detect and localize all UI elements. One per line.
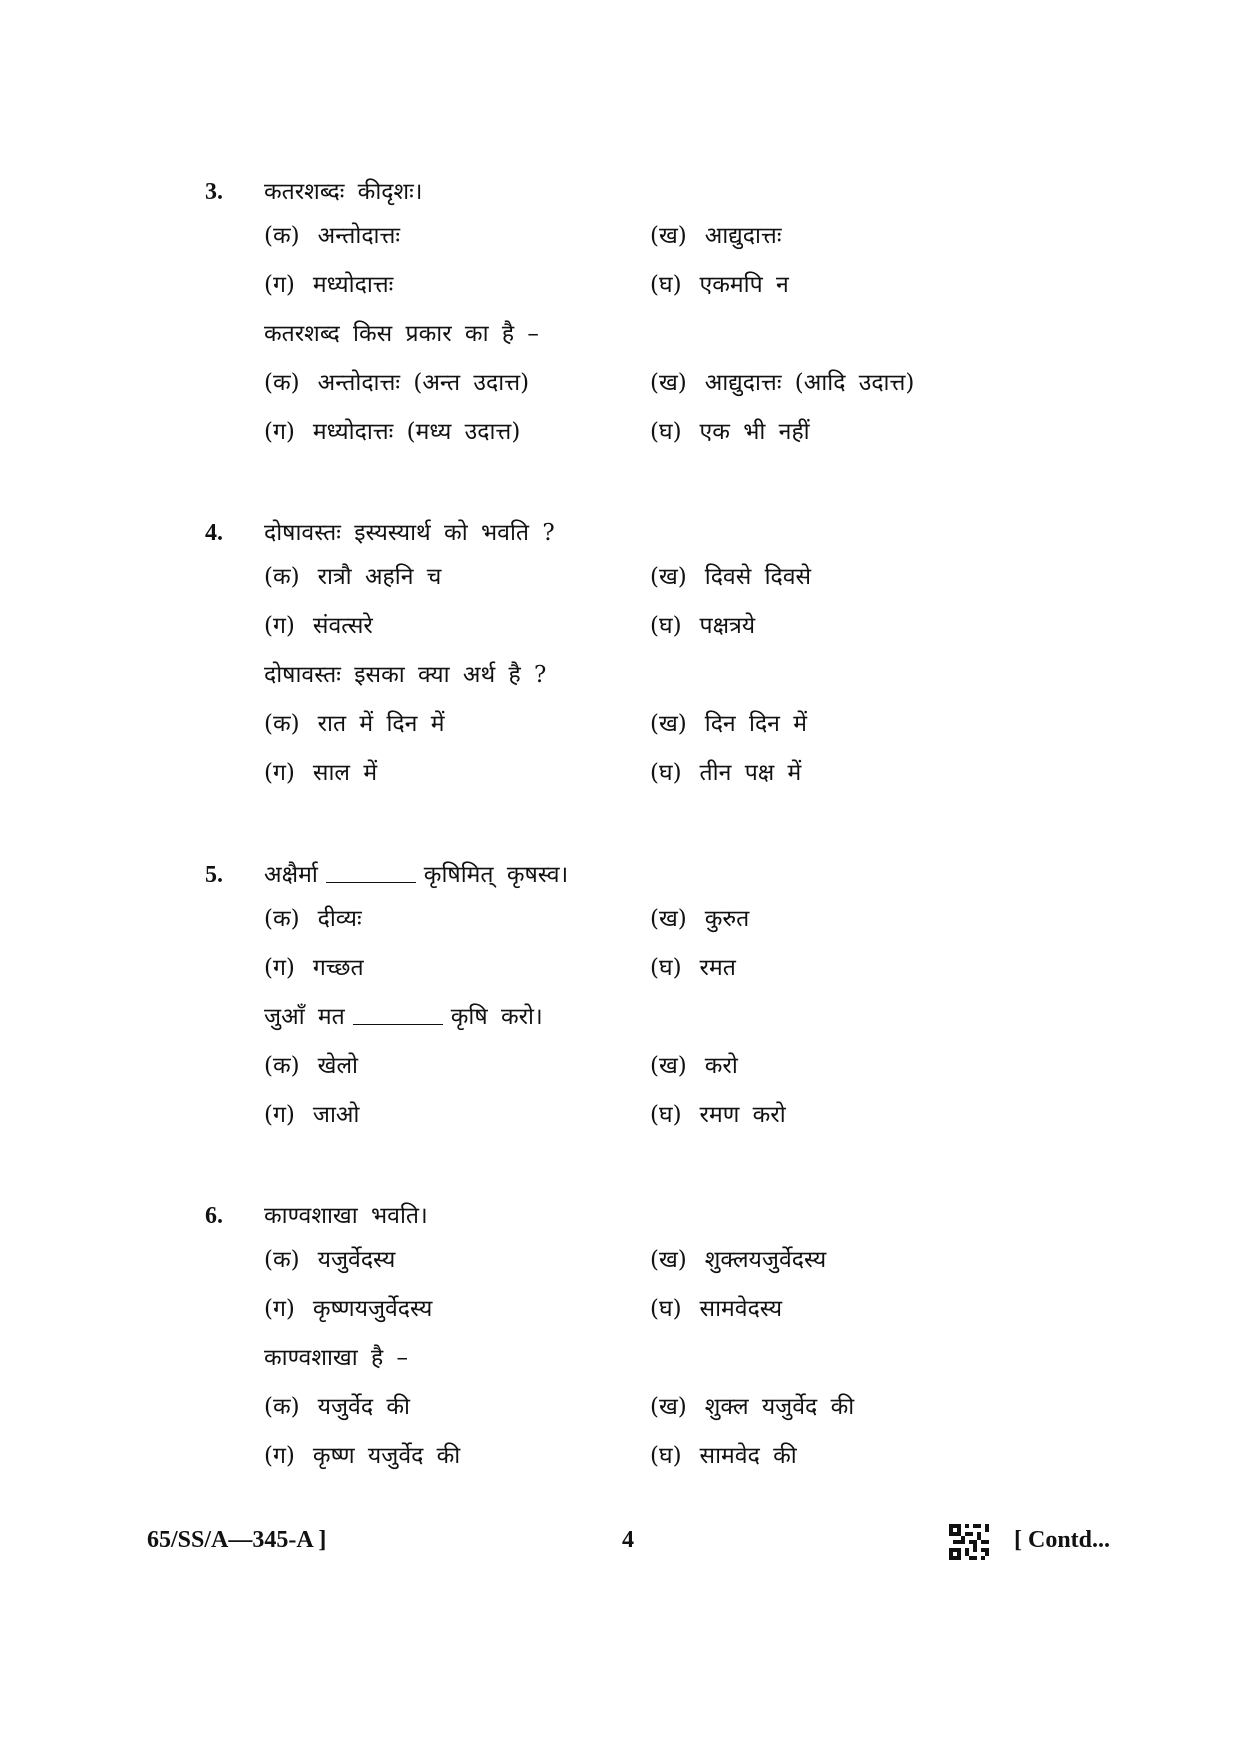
option-row bbox=[205, 700, 1005, 749]
question-text-hindi: काण्वशाखा है – bbox=[264, 1345, 409, 1371]
option-row bbox=[205, 1042, 1005, 1091]
option-row bbox=[205, 895, 1005, 944]
question-header bbox=[205, 172, 1005, 212]
option-gha: (घ) रमण करो bbox=[650, 1102, 786, 1128]
option-ka: (क) यजुर्वेदस्य bbox=[264, 1247, 396, 1273]
option-ga: (ग) कृष्ण यजुर्वेद की bbox=[264, 1443, 461, 1469]
question-number: 5. bbox=[205, 862, 223, 888]
option-ga: (ग) साल में bbox=[264, 760, 378, 786]
option-row bbox=[205, 749, 1005, 798]
option-kha: (ख) दिन दिन में bbox=[650, 711, 808, 737]
option-ga: (ग) मध्योदात्तः bbox=[264, 272, 394, 298]
question-text-hindi: जुआँ मत कृषि करो। bbox=[264, 1004, 543, 1030]
option-ka: (क) दीव्यः bbox=[264, 906, 362, 932]
option-ka: (क) रात में दिन में bbox=[264, 711, 445, 737]
question-header bbox=[205, 513, 1005, 553]
option-ga: (ग) मध्योदात्तः (मध्य उदात्त) bbox=[264, 419, 521, 445]
question-text-sanskrit: कतरशब्दः कीदृशः। bbox=[264, 179, 423, 205]
question-text-hindi-row bbox=[205, 310, 1005, 359]
question-4 bbox=[205, 513, 1005, 798]
question-text-hindi: दोषावस्तः इसका क्या अर्थ है ? bbox=[264, 662, 547, 688]
question-text-hindi-row bbox=[205, 993, 1005, 1042]
option-ga: (ग) जाओ bbox=[264, 1102, 360, 1128]
option-ga: (ग) संवत्सरे bbox=[264, 613, 373, 639]
question-header bbox=[205, 855, 1005, 895]
question-6 bbox=[205, 1196, 1005, 1481]
option-kha: (ख) शुक्ल यजुर्वेद की bbox=[650, 1394, 855, 1420]
option-row bbox=[205, 1091, 1005, 1140]
option-ka: (क) खेलो bbox=[264, 1053, 358, 1079]
option-row bbox=[205, 212, 1005, 261]
option-row bbox=[205, 553, 1005, 602]
option-kha: (ख) आद्युदात्तः bbox=[650, 223, 782, 249]
option-ka: (क) अन्तोदात्तः (अन्त उदात्त) bbox=[264, 370, 530, 396]
option-row bbox=[205, 1432, 1005, 1481]
option-ga: (ग) कृष्णयजुर्वेदस्य bbox=[264, 1296, 433, 1322]
question-number: 4. bbox=[205, 520, 223, 546]
option-row bbox=[205, 261, 1005, 310]
fill-in-blank bbox=[326, 882, 416, 883]
option-row bbox=[205, 1285, 1005, 1334]
option-kha: (ख) शुक्लयजुर्वेदस्य bbox=[650, 1247, 827, 1273]
page-footer bbox=[0, 1520, 1240, 1560]
question-header bbox=[205, 1196, 1005, 1236]
option-ga: (ग) गच्छत bbox=[264, 955, 364, 981]
option-row bbox=[205, 1236, 1005, 1285]
question-text-sanskrit: काण्वशाखा भवति। bbox=[264, 1203, 428, 1229]
option-gha: (घ) एकमपि न bbox=[650, 272, 789, 298]
page-number: 4 bbox=[622, 1527, 634, 1553]
option-ka: (क) यजुर्वेद की bbox=[264, 1394, 410, 1420]
question-number: 6. bbox=[205, 1203, 223, 1229]
question-3 bbox=[205, 172, 1005, 457]
option-row bbox=[205, 359, 1005, 408]
continued-label: [ Contd... bbox=[1014, 1527, 1111, 1553]
option-row bbox=[205, 408, 1005, 457]
option-gha: (घ) पक्षत्रये bbox=[650, 613, 756, 639]
option-gha: (घ) एक भी नहीं bbox=[650, 419, 810, 445]
question-text-hindi: कतरशब्द किस प्रकार का है – bbox=[264, 321, 539, 347]
option-kha: (ख) करो bbox=[650, 1053, 738, 1079]
option-kha: (ख) दिवसे दिवसे bbox=[650, 564, 812, 590]
option-ka: (क) रात्रौ अहनि च bbox=[264, 564, 442, 590]
question-text-hindi-row bbox=[205, 651, 1005, 700]
option-gha: (घ) तीन पक्ष में bbox=[650, 760, 802, 786]
option-kha: (ख) आद्युदात्तः (आदि उदात्त) bbox=[650, 370, 915, 396]
option-row bbox=[205, 602, 1005, 651]
option-ka: (क) अन्तोदात्तः bbox=[264, 223, 401, 249]
question-number: 3. bbox=[205, 179, 223, 205]
option-gha: (घ) सामवेद की bbox=[650, 1443, 797, 1469]
question-text-sanskrit: दोषावस्तः इस्यस्यार्थ को भवति ? bbox=[264, 520, 555, 546]
option-row bbox=[205, 1383, 1005, 1432]
option-gha: (घ) रमत bbox=[650, 955, 736, 981]
qr-code-icon bbox=[949, 1524, 989, 1560]
question-text-hindi-row bbox=[205, 1334, 1005, 1383]
option-kha: (ख) कुरुत bbox=[650, 906, 750, 932]
fill-in-blank bbox=[353, 1024, 443, 1025]
option-row bbox=[205, 944, 1005, 993]
question-text-sanskrit: अक्षैर्मा कृषिमित् कृषस्व। bbox=[264, 862, 569, 888]
option-gha: (घ) सामवेदस्य bbox=[650, 1296, 783, 1322]
question-5 bbox=[205, 855, 1005, 1140]
paper-code: 65/SS/A—345-A ] bbox=[147, 1527, 327, 1553]
